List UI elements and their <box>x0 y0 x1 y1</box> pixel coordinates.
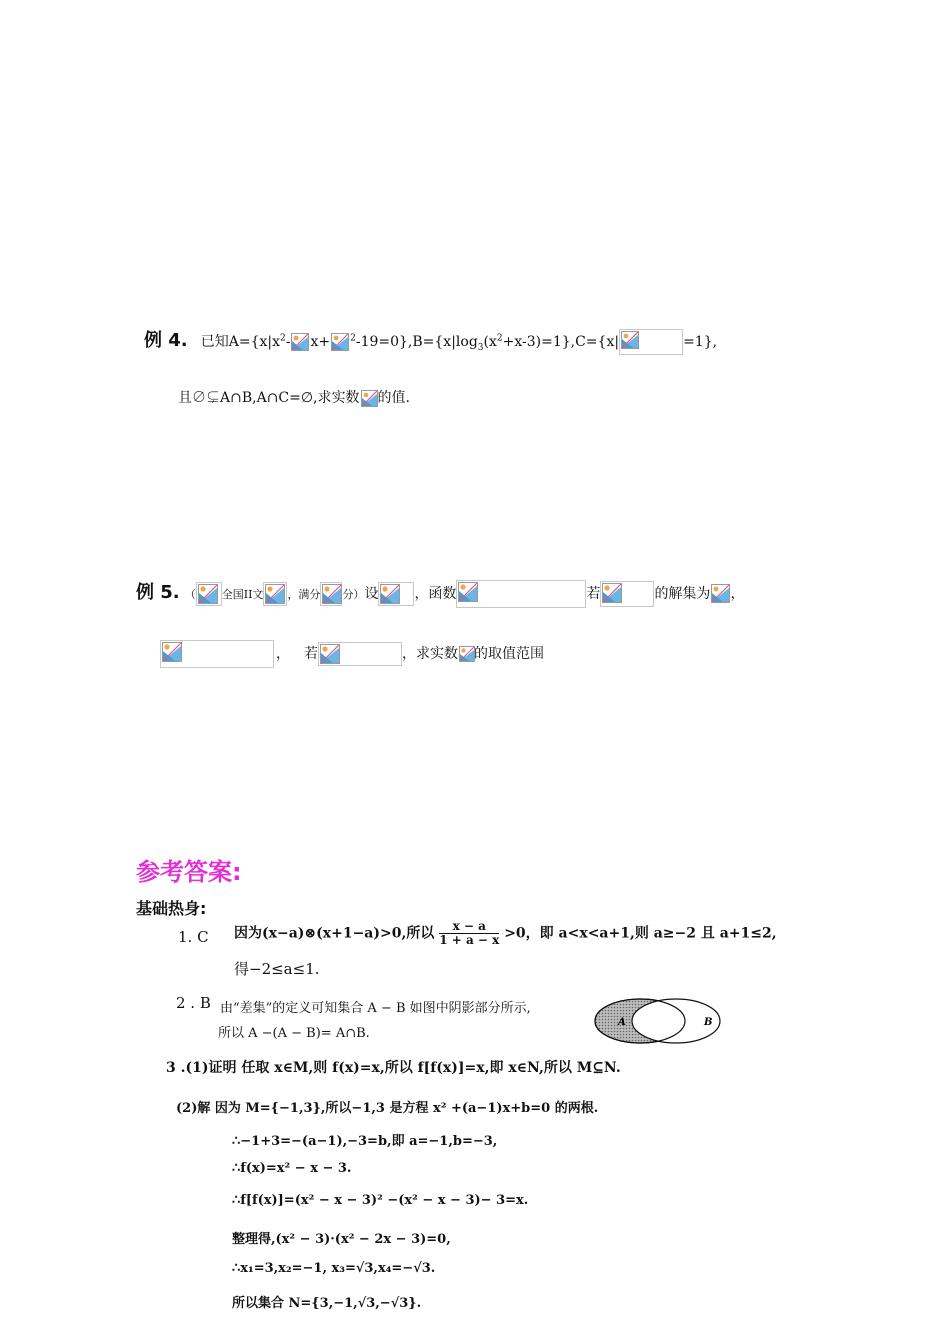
example4-text-b: x+ <box>310 334 331 350</box>
example5-line2-d: 的取值范围 <box>474 646 544 662</box>
example5-p3: ，满分 <box>287 588 321 601</box>
broken-image-icon <box>290 332 310 352</box>
example5-label: 例 5. <box>136 582 180 603</box>
image-placeholder <box>263 582 287 606</box>
answer2-number: 2 . B <box>176 994 211 1012</box>
answers-heading: 参考答案: <box>136 858 242 886</box>
example5-line1 <box>136 578 744 608</box>
venn-label-a: A <box>618 1017 626 1028</box>
answer3-line2: (2)解 因为 M={−1,3},所以−1,3 是方程 x² +(a−1)x+b=0 的两根. <box>176 1101 599 1116</box>
answer3-line8: 所以集合 N={3,−1,√3,−√3}. <box>232 1296 422 1311</box>
image-placeholder <box>456 580 586 608</box>
example4-text-a: 已知$A=\{x|x^2-$ <box>200 333 291 350</box>
image-placeholder <box>320 582 342 606</box>
venn-diagram <box>592 994 726 1048</box>
image-placeholder <box>160 640 274 668</box>
example4-label: 例 4. <box>144 330 188 351</box>
image-placeholder <box>318 642 402 666</box>
example4-line1 <box>144 326 717 355</box>
image-placeholder <box>196 582 222 606</box>
answer3-line6: 整理得,(x² − 3)·(x² − 2x − 3)=0, <box>232 1232 451 1247</box>
example5-p1: （ <box>184 588 196 601</box>
answer3-line3: ∴−1+3=−(a−1),−3=b,即 a=−1,b=−3, <box>232 1134 498 1149</box>
broken-image-icon <box>458 645 474 663</box>
answer3-line7: ∴x₁=3,x₂=−1, x₃=√3,x₄=−√3. <box>232 1261 436 1276</box>
image-placeholder <box>619 329 683 355</box>
example5-p2: 全国II文 <box>221 588 264 601</box>
answer1-text-b: >0，即 a<x<a+1,则 a≥−2 且 a+1≤2, <box>504 925 777 942</box>
example5-line2-c: ，求实数 <box>402 646 458 662</box>
answer3-line5: ∴f[f(x)]=(x² − x − 3)² −(x² − x − 3)− 3=x. <box>232 1193 529 1208</box>
broken-image-icon <box>360 389 378 407</box>
answer1-text-a: 因为(x−a)⊗(x+1−a)>0,所以 <box>234 925 435 942</box>
example4-text-c: $^2-19=0\},B=\{x|\log_3(x^2+x-3)=1\},C=\{x|$ <box>350 333 620 353</box>
broken-image-icon <box>710 583 730 605</box>
example4-line2-b: 的值. <box>377 390 410 406</box>
example5-p8: ， <box>730 586 745 602</box>
example5-p4a: 分） <box>342 588 365 601</box>
answer1-line1 <box>234 920 777 947</box>
answer1-line2: 得−2≤a≤1. <box>234 960 320 978</box>
example5-line2-b: 若 <box>304 646 318 662</box>
answer2-line2: 所以 A −(A − B)= A∩B. <box>218 1026 370 1041</box>
answer1-fraction: $\frac{x - a}{1 + a - x}$ <box>439 919 500 947</box>
example5-p6: 若 <box>586 586 601 602</box>
image-placeholder <box>378 582 414 606</box>
answer2-line1: 由“差集”的定义可知集合 A − B 如图中阴影部分所示, <box>220 1001 531 1016</box>
example5-p7: 的解集为 <box>654 586 711 602</box>
example5-p5: ，函数 <box>414 586 457 602</box>
venn-label-b: B <box>704 1017 713 1028</box>
example4-line2-a: 且∅⊊A∩B,A∩C=∅,求实数 <box>178 390 360 406</box>
example4-text-d: =1}, <box>683 334 718 350</box>
broken-image-icon <box>330 332 350 352</box>
example5-line2-a: ， <box>276 646 290 662</box>
example5-p4b: 设 <box>364 586 379 602</box>
answers-subheading: 基础热身: <box>136 899 207 918</box>
answer1-number: 1. C <box>178 928 209 946</box>
image-placeholder <box>600 581 654 607</box>
answer3-line1: 3 .(1)证明 任取 x∈M,则 f(x)=x,所以 f[f(x)]=x,即 x∈N,所以 M⊆N. <box>166 1060 621 1076</box>
example4-line2 <box>178 387 410 407</box>
answer3-line4: ∴f(x)=x² − x − 3. <box>232 1161 352 1176</box>
example5-line2 <box>160 640 544 668</box>
